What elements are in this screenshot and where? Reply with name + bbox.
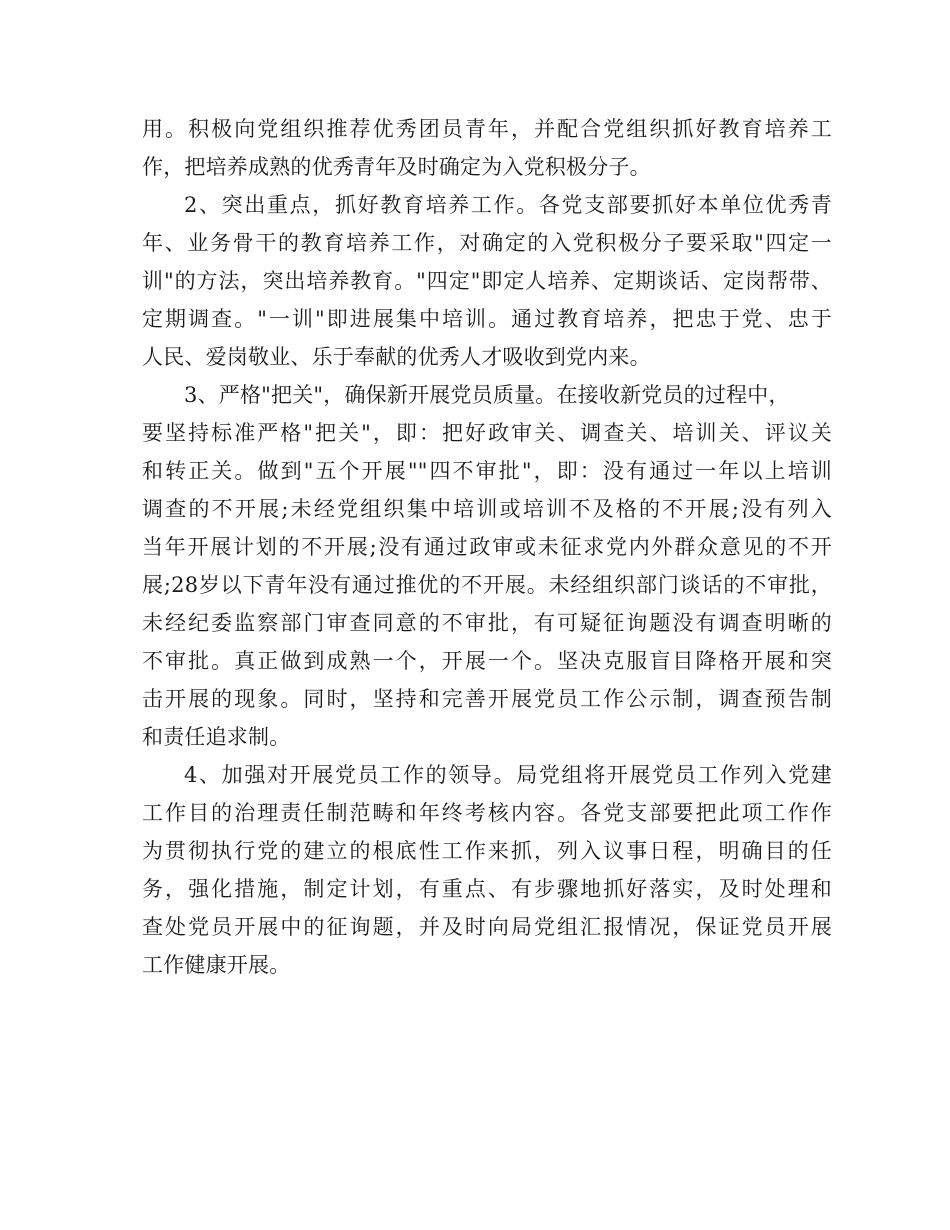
text-line: 当年开展计划的不开展;没有通过政审或未征求党内外群众意见的不开 <box>142 535 832 559</box>
text-line: 查处党员开展中的征询题，并及时向局党组汇报情况，保证党员开展 <box>142 915 832 939</box>
text-line: 年、业务骨干的教育培养工作，对确定的入党积极分子要采取"四定一 <box>142 231 832 255</box>
text-line: 工作目的治理责任制范畴和年终考核内容。各党支部要把此项工作作 <box>142 801 832 825</box>
text-line: 调查的不开展;未经党组织集中培训或培训不及格的不开展;没有列入 <box>142 497 832 521</box>
text-line: 为贯彻执行党的建立的根底性工作来抓，列入议事日程，明确目的任 <box>142 839 832 863</box>
text-line: 定期调查。"一训"即进展集中培训。通过教育培养，把忠于党、忠于 <box>142 307 832 331</box>
document-body <box>142 110 832 984</box>
text-line: 务，强化措施，制定计划，有重点、有步骤地抓好落实，及时处理和 <box>142 877 832 901</box>
text-line: 训"的方法，突出培养教育。"四定"即定人培养、定期谈话、定岗帮带、 <box>142 269 832 293</box>
text-line: 4、加强对开展党员工作的领导。局党组将开展党员工作列入党建 <box>184 763 832 787</box>
text-line: 要坚持标准严格"把关"，即：把好政审关、调查关、培训关、评议关 <box>142 421 832 445</box>
text-line: 和转正关。做到"五个开展""四不审批"，即：没有通过一年以上培训 <box>142 459 832 483</box>
text-line: 3、严格"把关"，确保新开展党员质量。在接收新党员的过程中， <box>184 383 790 407</box>
text-line: 作，把培养成熟的优秀青年及时确定为入党积极分子。 <box>142 155 651 179</box>
text-line: 未经纪委监察部门审查同意的不审批，有可疑征询题没有调查明晰的 <box>142 611 832 635</box>
text-line: 2、突出重点，抓好教育培养工作。各党支部要抓好本单位优秀青 <box>184 193 832 217</box>
text-line: 工作健康开展。 <box>142 953 291 977</box>
text-line: 和责任追求制。 <box>142 725 291 749</box>
text-line: 击开展的现象。同时，坚持和完善开展党员工作公示制，调查预告制 <box>142 687 832 711</box>
text-line: 展;28岁以下青年没有通过推优的不开展。未经组织部门谈话的不审批， <box>142 573 832 597</box>
text-line: 不审批。真正做到成熟一个，开展一个。坚决克服盲目降格开展和突 <box>142 649 832 673</box>
text-line: 用。积极向党组织推荐优秀团员青年，并配合党组织抓好教育培养工 <box>142 117 832 141</box>
text-line: 人民、爱岗敬业、乐于奉献的优秀人才吸收到党内来。 <box>142 345 651 369</box>
